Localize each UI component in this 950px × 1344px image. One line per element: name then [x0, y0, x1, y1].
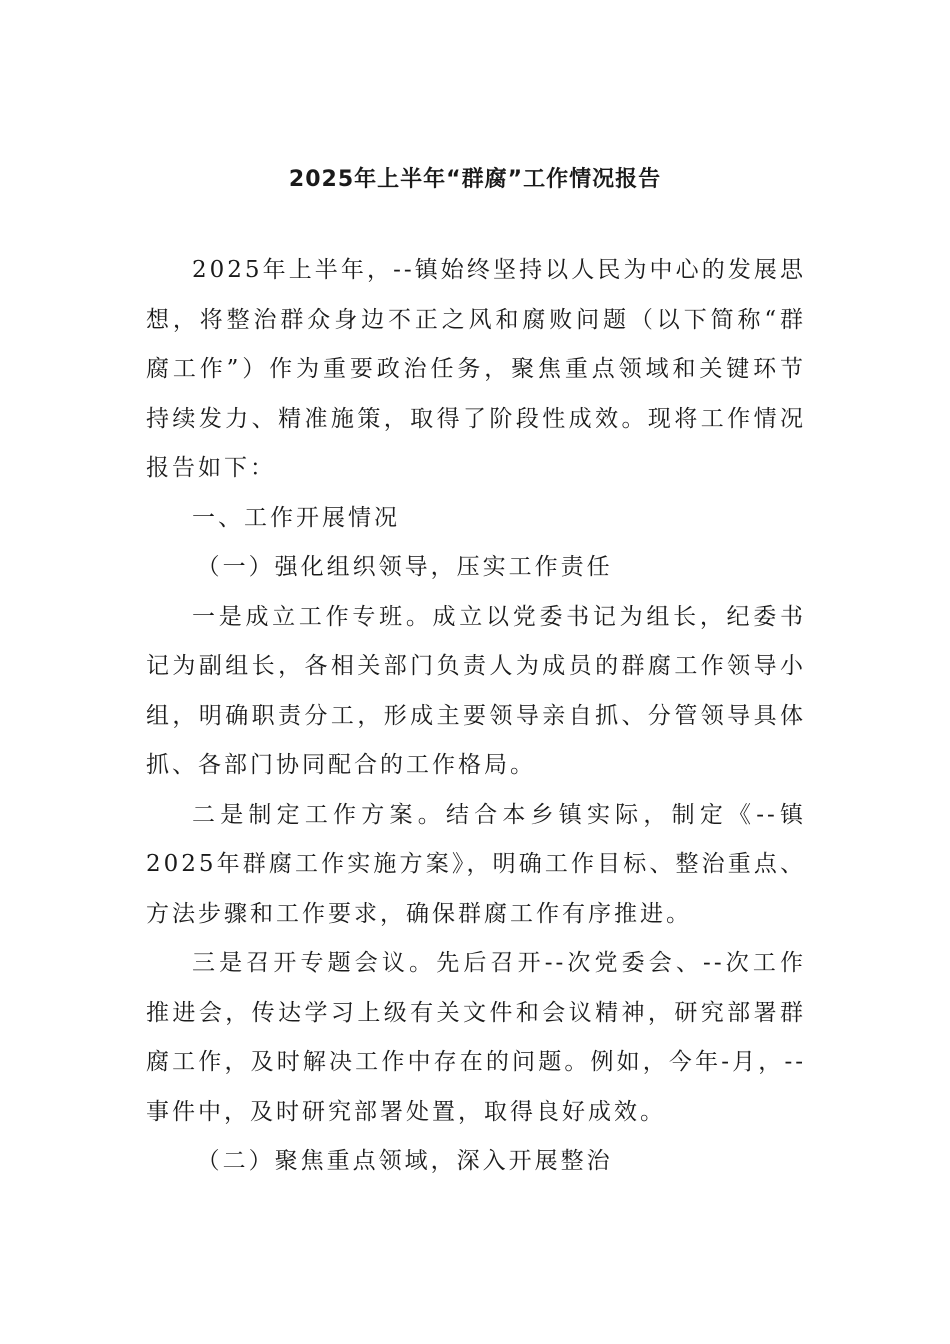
document-title: 2025年上半年“群腐”工作情况报告 — [288, 167, 662, 192]
item-paragraph-3: 三是召开专题会议。先后召开--次党委会、--次工作推进会，传达学习上级有关文件和会议精神，研究部署群腐工作，及时解决工作中存在的问题。例如，今年-月，--事件中，及时研究部署处置，取得良好成效。 — [146, 950, 806, 1125]
item-paragraph-2: 二是制定工作方案。结合本乡镇实际，制定《--镇2025年群腐工作实施方案》，明确工作目标、整治重点、方法步骤和工作要求，确保群腐工作有序推进。 — [146, 801, 806, 927]
document-body — [146, 246, 806, 1187]
section-heading-1: 一、工作开展情况 — [192, 504, 400, 531]
subsection-heading-1: （一）强化组织领导，压实工作责任 — [196, 554, 613, 580]
item-paragraph-1: 一是成立工作专班。成立以党委书记为组长，纪委书记为副组长，各相关部门负责人为成员的群腐工作领导小组，明确职责分工，形成主要领导亲自抓、分管领导具体抓、各部门协同配合的工作格局。 — [146, 603, 806, 778]
intro-paragraph: 2025年上半年，--镇始终坚持以人民为中心的发展思想，将整治群众身边不正之风和腐败问题（以下简称“群腐工作”）作为重要政治任务，聚焦重点领域和关键环节持续发力、精准施策，取得了阶段性成效。现将工作情况报告如下： — [146, 257, 806, 481]
subsection-heading-2: （二）聚焦重点领域，深入开展整治 — [196, 1148, 613, 1174]
